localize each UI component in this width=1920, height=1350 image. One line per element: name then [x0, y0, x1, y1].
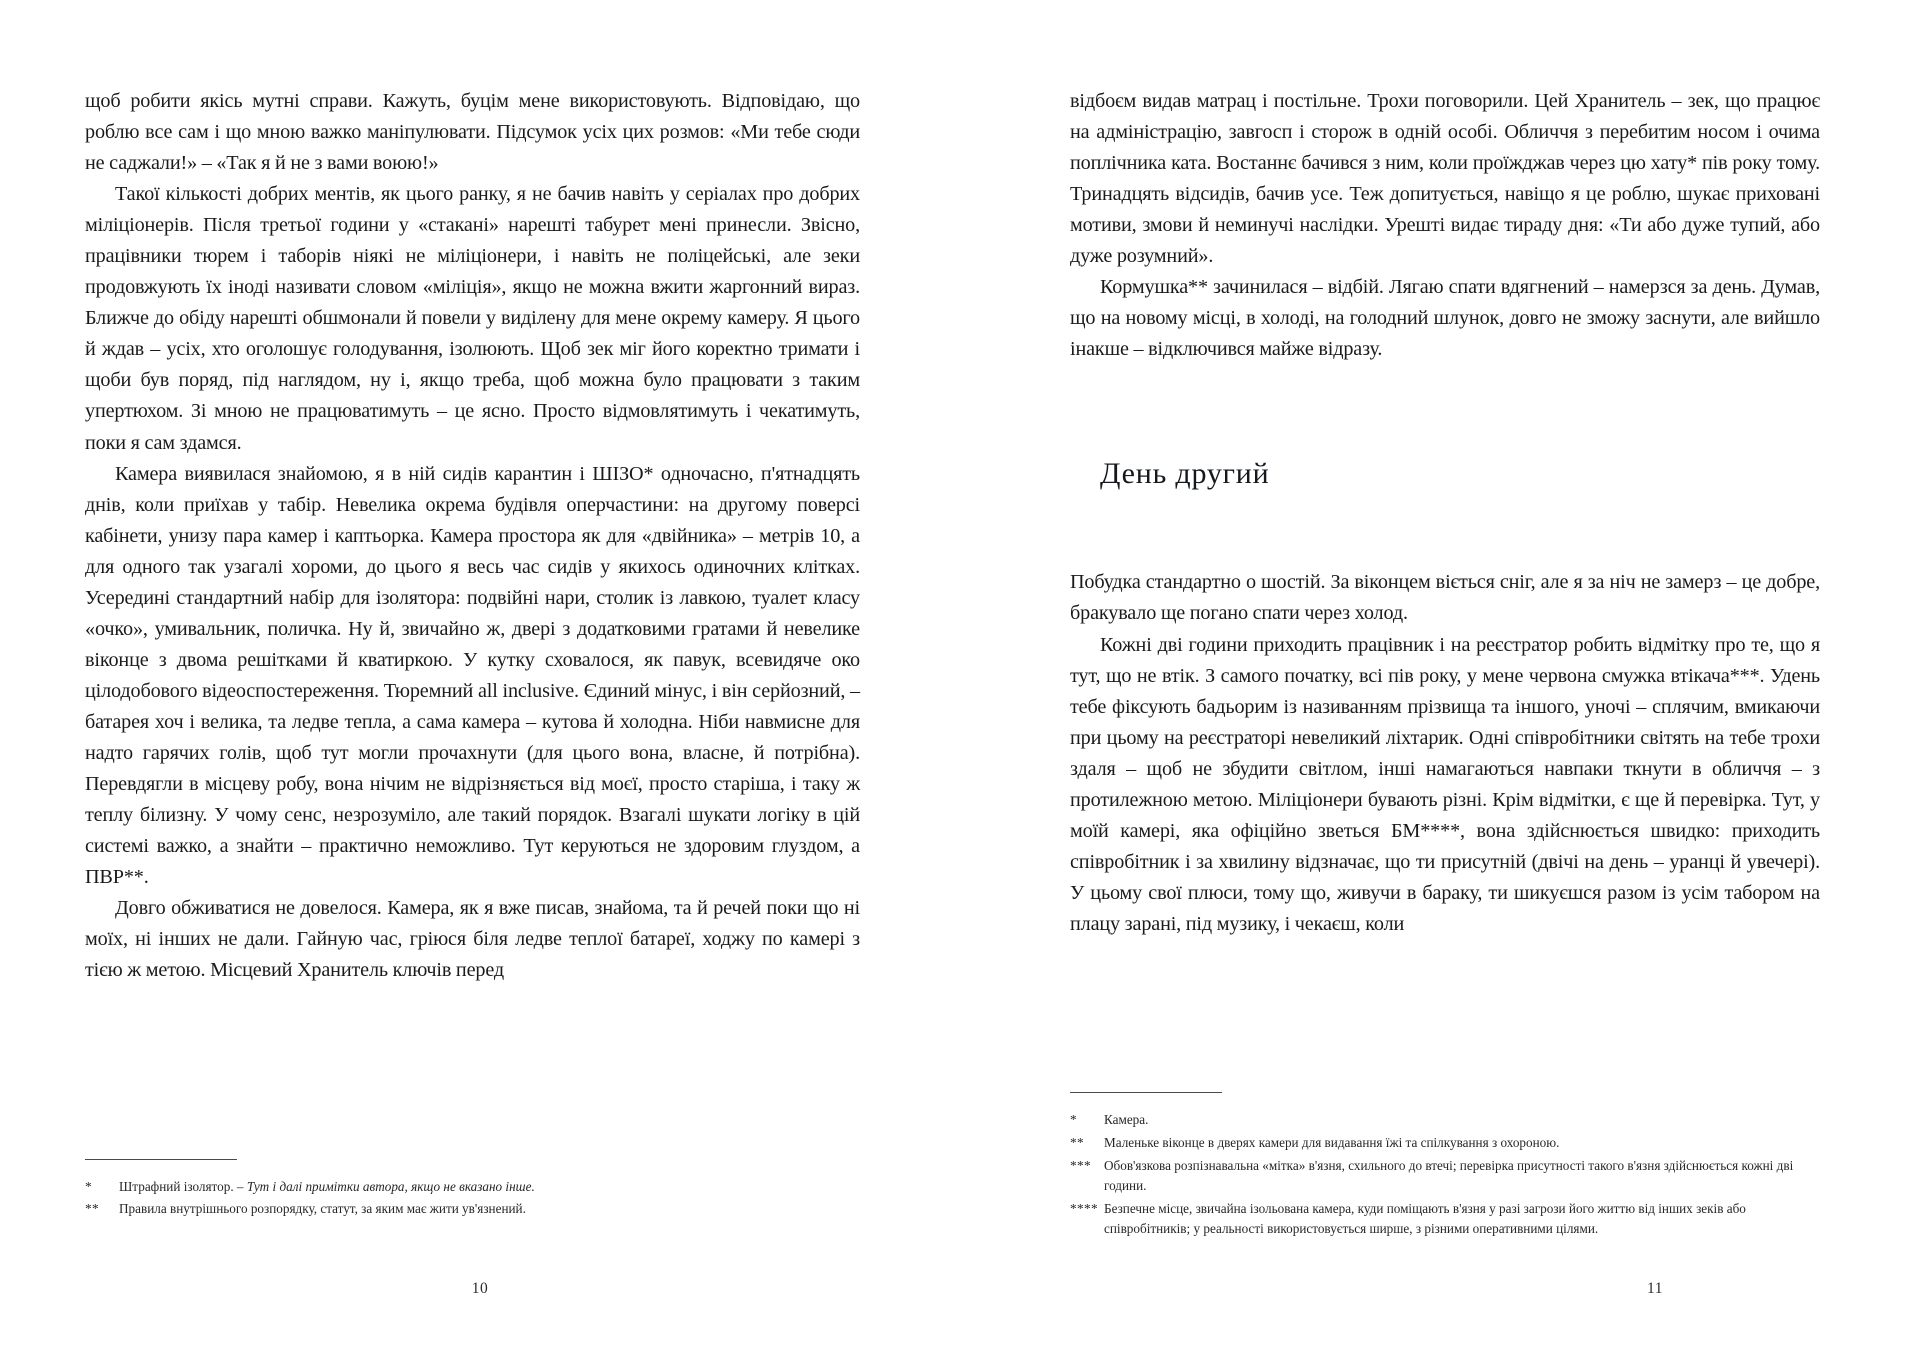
paragraph: Такої кількості добрих ментів, як цього ранку, я не бачив навіть у серіалах про добрих міліціонерів. Після третьої години у «стакані» нарешті табурет мені принесли. Звісно, працівники тюрем і таборів ніякі не міліціонери, і навіть не поліцейські, але зеки продовжують їх іноді називати словом «міліція», якщо не можна вжити жаргонний вираз. Ближче до обіду нарешті обшмонали й повели у виділену для мене окрему камеру. Я цього й ждав – усіх, хто оголошує голодування, ізолюють. Щоб зек міг його коректно тримати і щоби був поряд, під наглядом, ну і, якщо треба, щоб можна було працювати з таким упертюхом. Зі мною не працюватимуть – це ясно. Просто відмовлятимуть і чекатимуть, поки я сам здамся.	[85, 183, 860, 454]
footnote-item	[1070, 1110, 1820, 1131]
paragraph: Кожні дві години приходить працівник і на реєстратор робить відмітку про те, що я тут, що не втік. З самого початку, всі пів року, у мене червона смужка втікача***. Удень тебе фіксують бадьорим із називанням прізвища та іншого, уночі – сплячим, вмикаючи при цьому на реєстраторі невеликий ліхтарик. Одні співробітники світять на тебе трохи здаля – щоб не збудити світлом, інші намагаються навпаки ткнути в обличчя – з протилежною метою. Міліціонери бувають різні. Крім відмітки, є ще й перевірка. Тут, у моїй камері, яка офіційно зветься БМ****, вона здійснюється швидко: приходить співробітник і за хвилину відзначає, що ти присутній (двічі на день – уранці й увечері). У цьому свої плюси, тому що, живучи в бараку, ти шикуєшся разом із усім табором на плацу зарані, під музику, і чекаєш, коли	[1070, 633, 1820, 935]
chapter-title: День другий	[1100, 457, 1270, 491]
right-page	[960, 0, 1920, 1350]
paragraph: відбоєм видав матрац і постільне. Трохи поговорили. Цей Хранитель – зек, що працює на адміністрацію, завгосп і сторож в одній особі. Обличчя з перебитим носом і очима поплічника ката. Востаннє бачився з ним, коли проїжджав через цю хату* пів року тому. Тринадцять відсидів, бачив усе. Теж допитується, навіщо я це роблю, шукає приховані мотиви, змови й неминучі наслідки. Урешті видає тираду дня: «Ти або дуже тупий, або дуже розумний».	[1070, 90, 1820, 268]
page-number: 10	[471, 1280, 489, 1297]
footnote-text: Камера.	[1104, 1112, 1149, 1128]
footnote-divider	[85, 1159, 237, 1160]
left-page-body	[85, 86, 860, 986]
footnote-text	[119, 1177, 860, 1198]
footnote-text: Безпечне місце, звичайна ізольована камера, куди поміщають в'язня у разі загрози його життю від інших зеків або співробітників; у реальності використовується ширше, з різними оперативними цілями.	[1104, 1200, 1746, 1237]
footnote-divider	[1070, 1092, 1222, 1093]
footnote-text-italic: Тут і далі примітки автора, якщо не вказано інше.	[246, 1178, 535, 1194]
paragraph: Камера виявилася знайомою, я в ній сидів карантин і ШІЗО* одночасно, п'ятнадцять днів, коли приїхав у табір. Невелика окрема будівля оперчастини: на другому поверсі кабінети, унизу пара камер і каптьорка. Камера простора як для «двійника» – метрів 10, а для одного так узагалі хороми, до цього я весь час сидів у якихось одиночних клітках. Усередині стандартний набір для ізолятора: подвійні нари, столик із лавкою, туалет класу «очко», умивальник, поличка. Ну й, звичайно ж, двері з додатковими гратами й невелике віконце з двома решітками й кватиркою. У кутку сховалося, як павук, всевидяче око цілодобового відеоспостереження. Тюремний all inclusive. Єдиний мінус, і він серйозний, – батарея хоч і велика, та ледве тепла, а сама камера – кутова й холодна. Ніби навмисне для надто гарячих голів, щоб тут могли прочахнути (для цього вона, власне, й потрібна). Перевдягли в місцеву робу, вона нічим не відрізняється від моєї, просто старіша, і таку ж теплу білизну. У чому сенс, незрозуміло, але такий порядок. Взагалі шукати логіку в цій системі важко, а знайти – практично неможливо. Тут керуються не здоровим глуздом, а ПВР**.	[85, 462, 860, 889]
paragraph: щоб робити якісь мутні справи. Кажуть, буцім мене використовують. Відповідаю, що роблю все сам і що мною важко маніпулювати. Підсумок усіх цих розмов: «Ми тебе сюди не саджали!» – «Так я й не з вами воюю!»	[85, 90, 860, 175]
footnote-marker: *	[1070, 1112, 1077, 1128]
footnote-marker: *	[85, 1178, 92, 1194]
footnote-item	[85, 1199, 860, 1220]
footnote-marker: ****	[1070, 1200, 1098, 1216]
page-number: 11	[1647, 1280, 1663, 1297]
paragraph: Побудка стандартно о шостій. За віконцем віється сніг, але я за ніч не замерз – це добре, бракувало ще погано спати через холод.	[1070, 571, 1820, 625]
right-page-body	[1070, 86, 1820, 940]
footnote-text: Маленьке віконце в дверях камери для видавання їжі та спілкування з охороною.	[1104, 1135, 1560, 1151]
paragraph: Кормушка** зачинилася – відбій. Лягаю спати вдягнений – намерзся за день. Думав, що на новому місці, в холоді, на голодний шлунок, довго не зможу заснути, але вийшло інакше – відключився майже відразу.	[1070, 276, 1820, 361]
footnote-text: Правила внутрішнього розпорядку, статут, за яким має жити ув'язнений.	[119, 1201, 526, 1217]
footnote-marker: **	[1070, 1135, 1084, 1151]
paragraph: Довго обживатися не довелося. Камера, як я вже писав, знайома, та й речей поки що ні моїх, ні інших не дали. Гайную час, гріюся біля ледве теплої батареї, ходжу по камері з тією ж метою. Місцевий Хранитель ключів перед	[85, 897, 860, 982]
chapter-heading-block	[1070, 365, 1820, 567]
footnote-text: Обов'язкова розпізнавальна «мітка» в'язня, схильного до втечі; перевірка присутності такого в'язня здійснюється кожні дві години.	[1104, 1157, 1794, 1194]
footnote-item	[1070, 1156, 1820, 1197]
right-page-footnotes	[1070, 1092, 1820, 1242]
left-page-footnotes	[85, 1159, 860, 1222]
footnote-marker: ***	[1070, 1157, 1091, 1173]
footnote-marker: **	[85, 1201, 99, 1217]
footnote-item	[85, 1177, 860, 1198]
footnote-text-plain: Штрафний ізолятор. –	[119, 1178, 247, 1194]
footnote-item	[1070, 1133, 1820, 1154]
footnote-item	[1070, 1199, 1820, 1240]
